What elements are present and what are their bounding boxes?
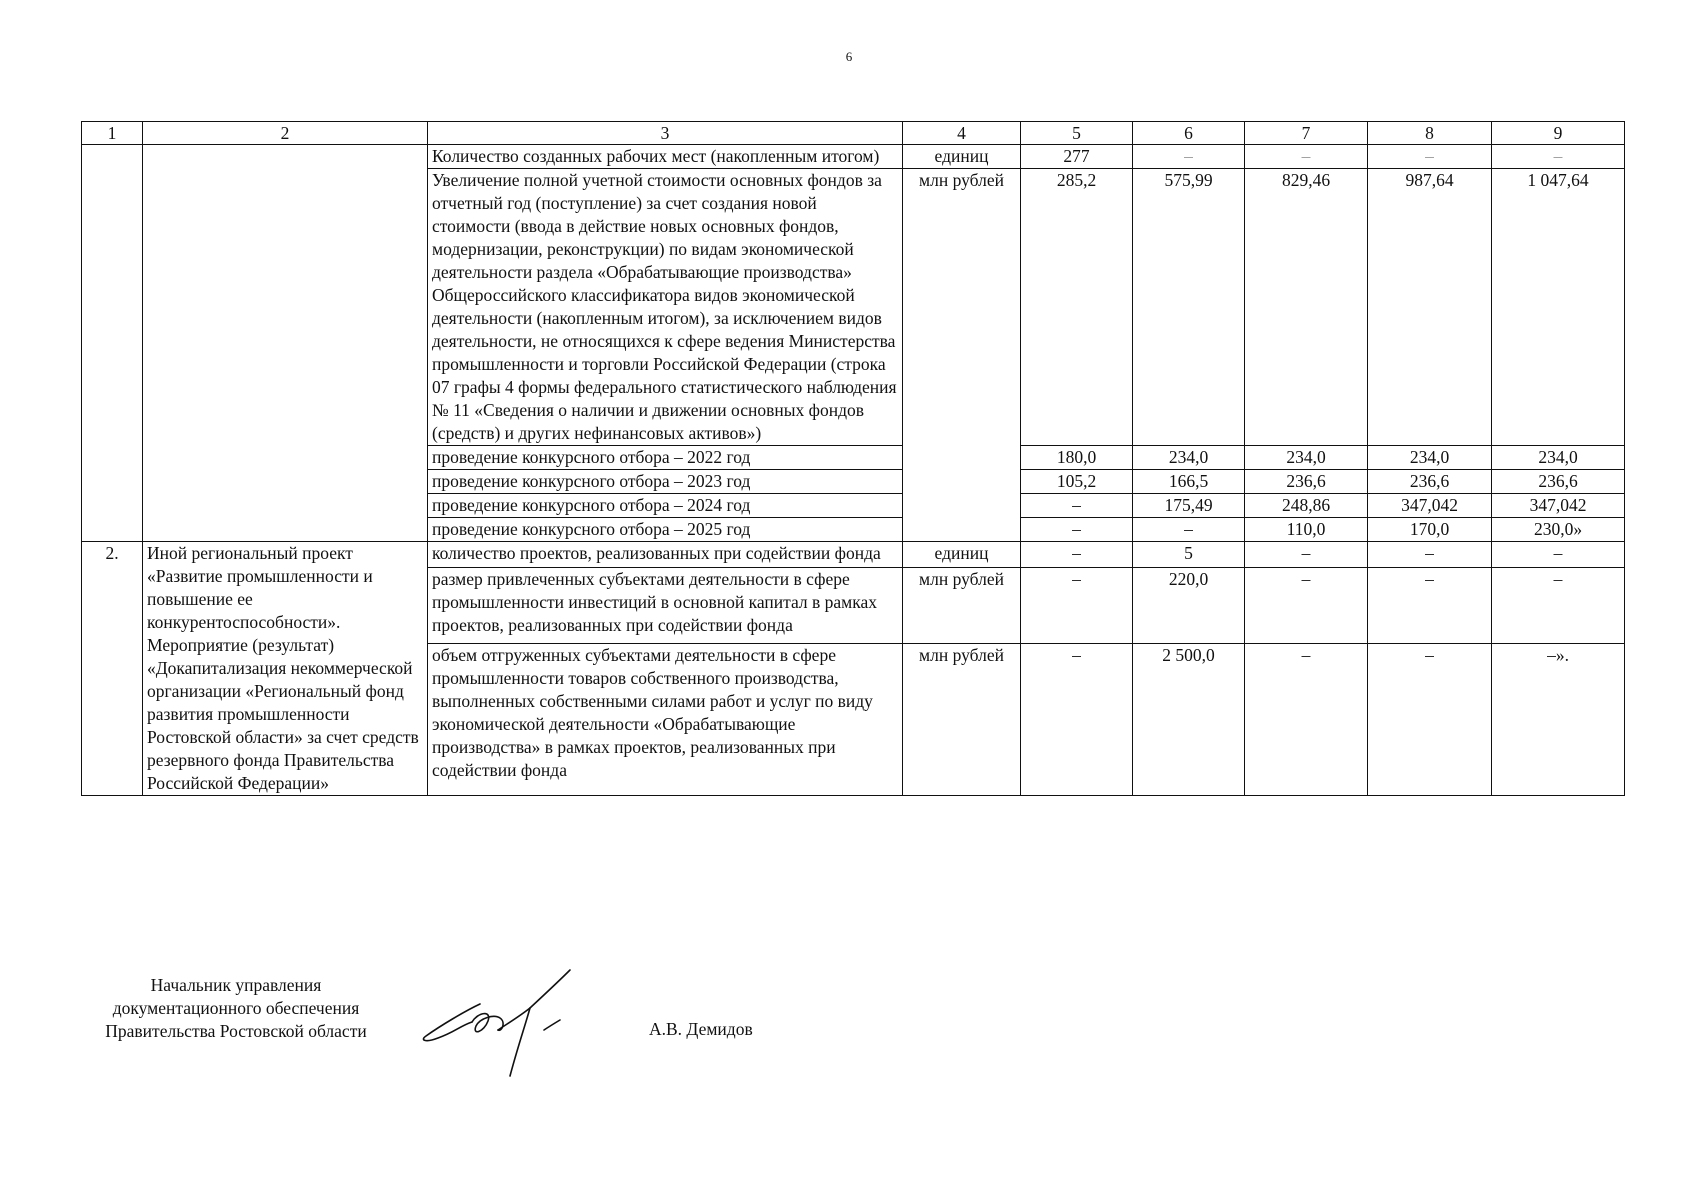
indicator-unit: млн рублей bbox=[903, 644, 1021, 796]
column-number: 4 bbox=[903, 122, 1021, 145]
indicator-description: проведение конкурсного отбора – 2022 год bbox=[428, 446, 903, 470]
value-cell: – bbox=[1492, 568, 1625, 644]
column-number: 9 bbox=[1492, 122, 1625, 145]
table-row bbox=[82, 542, 1625, 568]
value-cell: 347,042 bbox=[1368, 494, 1492, 518]
value-cell: 180,0 bbox=[1021, 446, 1133, 470]
value-cell: – bbox=[1368, 568, 1492, 644]
value-cell: 987,64 bbox=[1368, 169, 1492, 446]
handwritten-signature bbox=[420, 966, 620, 1086]
indicator-description: проведение конкурсного отбора – 2024 год bbox=[428, 494, 903, 518]
indicator-unit: единиц bbox=[903, 542, 1021, 568]
value-cell: 220,0 bbox=[1133, 568, 1245, 644]
column-number: 5 bbox=[1021, 122, 1133, 145]
row-number-cell: 2. bbox=[82, 542, 143, 796]
row-number-cell bbox=[82, 145, 143, 542]
project-cell bbox=[143, 145, 428, 542]
value-cell: 347,042 bbox=[1492, 494, 1625, 518]
indicator-description: объем отгруженных субъектами деятельности в сфере промышленности товаров собственного производства, выполненных собственными силами работ и услуг по виду экономической деятельности «Обрабатывающие производства» в рамках проектов, реализованных при содействии фонда bbox=[428, 644, 903, 796]
value-cell: – bbox=[1368, 542, 1492, 568]
value-cell: – bbox=[1245, 145, 1368, 169]
value-cell: – bbox=[1133, 518, 1245, 542]
value-cell: 236,6 bbox=[1368, 470, 1492, 494]
indicator-description: Увеличение полной учетной стоимости основных фондов за отчетный год (поступление) за счет создания новой стоимости (ввода в действие новых основных фондов, модернизации, реконструкции) по видам экономической деятельности раздела «Обрабатывающие производства» Общероссийского классификатора видов экономической деятельности (накопленным итогом), за исключением видов деятельности, не относящихся к сфере ведения Министерства промышленности и торговли Российской Федерации (строка 07 графы 4 формы федерального статистического наблюдения № 11 «Сведения о наличии и движении основных фондов (средств) и других нефинансовых активов») bbox=[428, 169, 903, 446]
value-cell: – bbox=[1133, 145, 1245, 169]
value-cell: 575,99 bbox=[1133, 169, 1245, 446]
value-cell: – bbox=[1021, 494, 1133, 518]
value-cell: – bbox=[1245, 568, 1368, 644]
indicator-description: количество проектов, реализованных при содействии фонда bbox=[428, 542, 903, 568]
indicator-description: проведение конкурсного отбора – 2025 год bbox=[428, 518, 903, 542]
value-cell: – bbox=[1368, 644, 1492, 796]
signatory-title bbox=[86, 974, 386, 1043]
table-row bbox=[82, 145, 1625, 169]
signatory-name: А.В. Демидов bbox=[649, 1019, 753, 1039]
value-cell: – bbox=[1021, 568, 1133, 644]
value-cell: 1 047,64 bbox=[1492, 169, 1625, 446]
value-cell: – bbox=[1245, 644, 1368, 796]
indicator-description: Количество созданных рабочих мест (накопленным итогом) bbox=[428, 145, 903, 169]
column-number: 1 bbox=[82, 122, 143, 145]
value-cell: – bbox=[1021, 542, 1133, 568]
value-cell: 234,0 bbox=[1245, 446, 1368, 470]
column-number: 2 bbox=[143, 122, 428, 145]
value-cell: 234,0 bbox=[1492, 446, 1625, 470]
value-cell: 166,5 bbox=[1133, 470, 1245, 494]
value-cell: – bbox=[1245, 542, 1368, 568]
indicator-unit: млн рублей bbox=[903, 169, 1021, 542]
value-cell: 829,46 bbox=[1245, 169, 1368, 446]
value-cell: – bbox=[1021, 518, 1133, 542]
value-cell: 285,2 bbox=[1021, 169, 1133, 446]
indicator-unit: единиц bbox=[903, 145, 1021, 169]
value-cell: 110,0 bbox=[1245, 518, 1368, 542]
project-cell: Иной региональный проект «Развитие промышленности и повышение ее конкурентоспособности». Мероприятие (результат) «Докапитализация некоммерческой организации «Региональный фонд развития промышленности Ростовской области» за счет средств резервного фонда Правительства Российской Федерации» bbox=[143, 542, 428, 796]
indicator-description: размер привлеченных субъектами деятельности в сфере промышленности инвестиций в основной капитал в рамках проектов, реализованных при содействии фонда bbox=[428, 568, 903, 644]
column-number-row bbox=[82, 122, 1625, 145]
column-number: 7 bbox=[1245, 122, 1368, 145]
column-number: 8 bbox=[1368, 122, 1492, 145]
signatory-title-line: Начальник управления bbox=[150, 975, 322, 995]
value-cell: 2 500,0 bbox=[1133, 644, 1245, 796]
value-cell: 105,2 bbox=[1021, 470, 1133, 494]
signatory-title-line: Правительства Ростовской области bbox=[105, 1021, 367, 1041]
value-cell: 234,0 bbox=[1368, 446, 1492, 470]
page-number: 6 bbox=[845, 49, 853, 64]
column-number: 6 bbox=[1133, 122, 1245, 145]
value-cell: 277 bbox=[1021, 145, 1133, 169]
value-cell: – bbox=[1492, 542, 1625, 568]
indicator-description: проведение конкурсного отбора – 2023 год bbox=[428, 470, 903, 494]
value-cell: 236,6 bbox=[1492, 470, 1625, 494]
value-cell: 248,86 bbox=[1245, 494, 1368, 518]
value-cell: 236,6 bbox=[1245, 470, 1368, 494]
value-cell: 170,0 bbox=[1368, 518, 1492, 542]
column-number: 3 bbox=[428, 122, 903, 145]
value-cell: – bbox=[1492, 145, 1625, 169]
value-cell: –». bbox=[1492, 644, 1625, 796]
value-cell: 234,0 bbox=[1133, 446, 1245, 470]
value-cell: 175,49 bbox=[1133, 494, 1245, 518]
indicator-unit: млн рублей bbox=[903, 568, 1021, 644]
indicators-table bbox=[81, 121, 1625, 796]
value-cell: 230,0» bbox=[1492, 518, 1625, 542]
value-cell: – bbox=[1021, 644, 1133, 796]
value-cell: – bbox=[1368, 145, 1492, 169]
value-cell: 5 bbox=[1133, 542, 1245, 568]
signatory-title-line: документационного обеспечения bbox=[112, 998, 360, 1018]
